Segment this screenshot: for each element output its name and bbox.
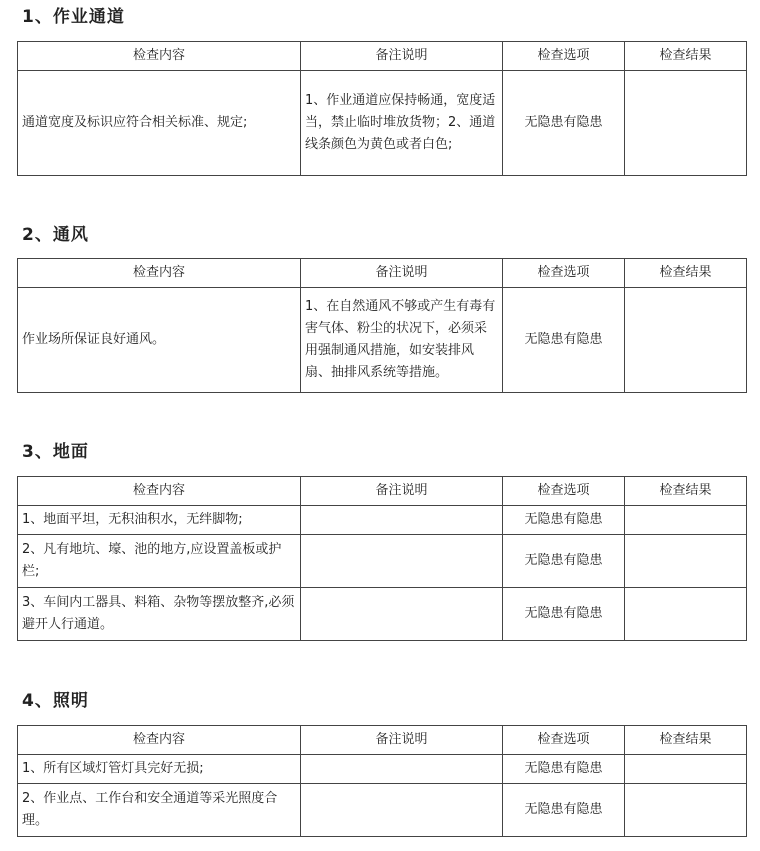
check-result-cell[interactable] [625, 784, 747, 837]
remarks-cell [301, 506, 503, 535]
header-remarks: 备注说明 [301, 477, 503, 506]
inspection-table-ventilation [17, 258, 747, 393]
header-check-option: 检查选项 [503, 42, 625, 71]
check-result-cell[interactable] [625, 506, 747, 535]
section-title-floor: 3、地面 [22, 442, 89, 462]
table-row [18, 506, 747, 535]
header-check-result: 检查结果 [625, 259, 747, 288]
header-check-option: 检查选项 [503, 477, 625, 506]
header-check-content: 检查内容 [18, 42, 301, 71]
table-row [18, 755, 747, 784]
remarks-cell [301, 588, 503, 641]
remarks-cell: 1、作业通道应保持畅通，宽度适当，禁止临时堆放货物；2、通道线条颜色为黄色或者白色; [301, 71, 503, 176]
header-check-content: 检查内容 [18, 477, 301, 506]
header-remarks: 备注说明 [301, 259, 503, 288]
check-result-cell[interactable] [625, 755, 747, 784]
check-option-cell[interactable]: 无隐患有隐患 [503, 506, 625, 535]
check-result-cell[interactable] [625, 535, 747, 588]
header-check-result: 检查结果 [625, 726, 747, 755]
table-row [18, 784, 747, 837]
table-row [18, 588, 747, 641]
header-remarks: 备注说明 [301, 726, 503, 755]
section-title-lighting: 4、照明 [22, 691, 89, 711]
remarks-cell [301, 535, 503, 588]
check-option-cell[interactable]: 无隐患有隐患 [503, 288, 625, 393]
table-header-row [18, 477, 747, 506]
table-row [18, 288, 747, 393]
check-content-cell: 1、所有区域灯管灯具完好无损; [18, 755, 301, 784]
check-option-cell[interactable]: 无隐患有隐患 [503, 535, 625, 588]
header-check-result: 检查结果 [625, 477, 747, 506]
table-header-row [18, 259, 747, 288]
inspection-table-floor [17, 476, 747, 641]
remarks-cell: 1、在自然通风不够或产生有毒有害气体、粉尘的状况下，必须采用强制通风措施，如安装排风扇、抽排风系统等措施。 [301, 288, 503, 393]
check-content-cell: 2、作业点、工作台和安全通道等采光照度合理。 [18, 784, 301, 837]
check-content-cell: 2、凡有地坑、壕、池的地方,应设置盖板或护栏; [18, 535, 301, 588]
header-check-content: 检查内容 [18, 259, 301, 288]
section-title-ventilation: 2、通风 [22, 225, 89, 245]
header-check-result: 检查结果 [625, 42, 747, 71]
table-header-row [18, 726, 747, 755]
check-content-cell: 通道宽度及标识应符合相关标准、规定; [18, 71, 301, 176]
header-check-option: 检查选项 [503, 259, 625, 288]
check-content-cell: 1、地面平坦，无积油积水，无绊脚物; [18, 506, 301, 535]
inspection-table-lighting [17, 725, 747, 837]
section-title-passage: 1、作业通道 [22, 7, 125, 27]
remarks-cell [301, 755, 503, 784]
inspection-table-passage [17, 41, 747, 176]
check-option-cell[interactable]: 无隐患有隐患 [503, 784, 625, 837]
check-content-cell: 作业场所保证良好通风。 [18, 288, 301, 393]
header-check-content: 检查内容 [18, 726, 301, 755]
check-content-cell: 3、车间内工器具、料箱、杂物等摆放整齐,必须避开人行通道。 [18, 588, 301, 641]
header-check-option: 检查选项 [503, 726, 625, 755]
check-result-cell[interactable] [625, 588, 747, 641]
check-option-cell[interactable]: 无隐患有隐患 [503, 755, 625, 784]
table-header-row [18, 42, 747, 71]
check-result-cell[interactable] [625, 71, 747, 176]
header-remarks: 备注说明 [301, 42, 503, 71]
check-option-cell[interactable]: 无隐患有隐患 [503, 71, 625, 176]
check-option-cell[interactable]: 无隐患有隐患 [503, 588, 625, 641]
table-row [18, 71, 747, 176]
table-row [18, 535, 747, 588]
remarks-cell [301, 784, 503, 837]
check-result-cell[interactable] [625, 288, 747, 393]
